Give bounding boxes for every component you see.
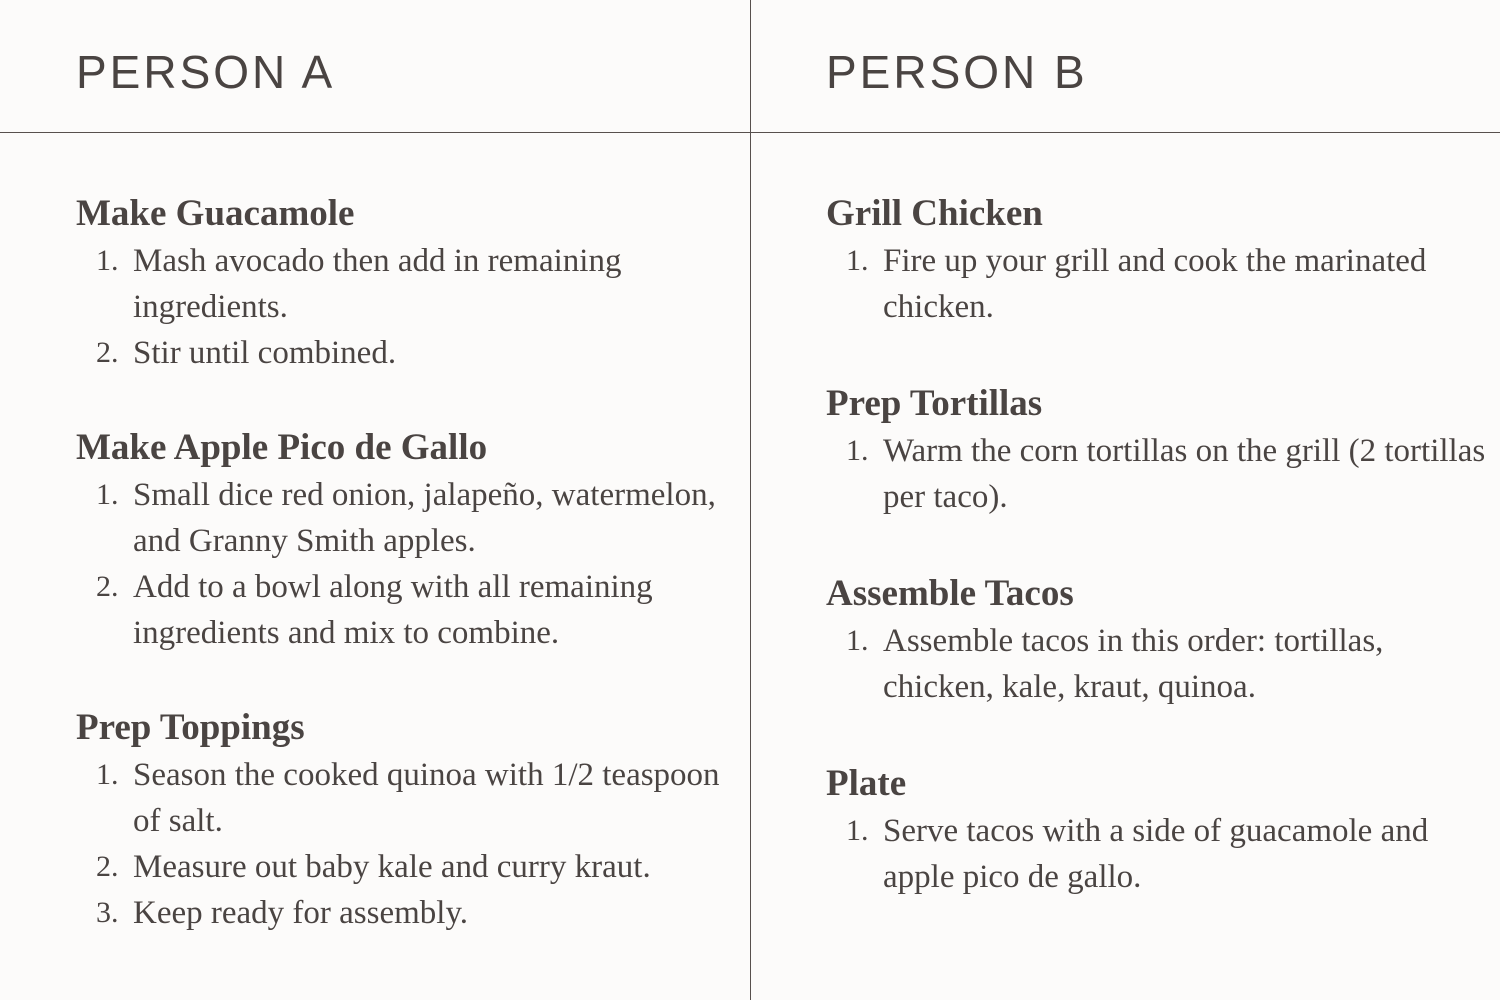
person-b-title: PERSON B bbox=[826, 46, 1088, 98]
section-make-guacamole bbox=[76, 190, 736, 376]
section-title: Prep Toppings bbox=[76, 707, 305, 748]
step-list bbox=[826, 238, 1486, 330]
step-text: Mash avocado then add in remaining ingredients. bbox=[133, 243, 622, 325]
step-text: Measure out baby kale and curry kraut. bbox=[133, 849, 651, 885]
step-item bbox=[826, 618, 1486, 710]
step-text: Stir until combined. bbox=[133, 335, 397, 371]
section-title: Make Guacamole bbox=[76, 193, 355, 234]
step-number: 1. bbox=[846, 814, 869, 847]
step-number: 3. bbox=[96, 896, 119, 929]
step-item bbox=[76, 564, 736, 656]
step-number: 2. bbox=[96, 850, 119, 883]
person-b-sections bbox=[826, 190, 1486, 900]
section-title: Grill Chicken bbox=[826, 193, 1043, 234]
section-title: Assemble Tacos bbox=[826, 573, 1074, 614]
step-text: Small dice red onion, jalapeño, watermelon, and Granny Smith apples. bbox=[133, 477, 716, 559]
step-list bbox=[76, 238, 736, 376]
step-text: Warm the corn tortillas on the grill (2 tortillas per taco). bbox=[883, 433, 1486, 515]
section-assemble-tacos bbox=[826, 570, 1486, 710]
step-item bbox=[76, 330, 736, 376]
section-grill-chicken bbox=[826, 190, 1486, 330]
step-number: 1. bbox=[846, 624, 869, 657]
step-number: 1. bbox=[96, 478, 119, 511]
step-number: 1. bbox=[96, 758, 119, 791]
step-text: Keep ready for assembly. bbox=[133, 895, 469, 931]
step-item bbox=[76, 238, 736, 330]
person-a-sections bbox=[76, 190, 736, 936]
step-item bbox=[826, 808, 1486, 900]
step-item bbox=[76, 472, 736, 564]
person-a-column bbox=[76, 0, 736, 1000]
step-number: 2. bbox=[96, 336, 119, 369]
section-plate bbox=[826, 760, 1486, 900]
person-b-column bbox=[826, 0, 1486, 1000]
step-text: Serve tacos with a side of guacamole and apple pico de gallo. bbox=[883, 813, 1429, 895]
step-list bbox=[826, 428, 1486, 520]
section-title: Make Apple Pico de Gallo bbox=[76, 427, 488, 468]
section-title: Prep Tortillas bbox=[826, 383, 1043, 424]
step-item bbox=[826, 238, 1486, 330]
step-text: Season the cooked quinoa with 1/2 teaspoon of salt. bbox=[133, 757, 720, 839]
step-text: Fire up your grill and cook the marinated chicken. bbox=[883, 243, 1427, 325]
section-title: Plate bbox=[826, 763, 907, 804]
step-text: Add to a bowl along with all remaining ingredients and mix to combine. bbox=[133, 569, 653, 651]
step-list bbox=[826, 808, 1486, 900]
step-number: 1. bbox=[846, 244, 869, 277]
step-item bbox=[76, 890, 736, 936]
step-list bbox=[76, 472, 736, 656]
person-a-title: PERSON A bbox=[76, 46, 336, 98]
step-item bbox=[76, 844, 736, 890]
step-number: 1. bbox=[846, 434, 869, 467]
section-prep-tortillas bbox=[826, 380, 1486, 520]
section-make-apple-pico bbox=[76, 424, 736, 656]
step-number: 2. bbox=[96, 570, 119, 603]
column-divider bbox=[750, 0, 751, 1000]
step-list bbox=[76, 752, 736, 936]
step-item bbox=[76, 752, 736, 844]
step-list bbox=[826, 618, 1486, 710]
section-prep-toppings bbox=[76, 704, 736, 936]
step-item bbox=[826, 428, 1486, 520]
step-number: 1. bbox=[96, 244, 119, 277]
step-text: Assemble tacos in this order: tortillas, chicken, kale, kraut, quinoa. bbox=[883, 623, 1384, 705]
